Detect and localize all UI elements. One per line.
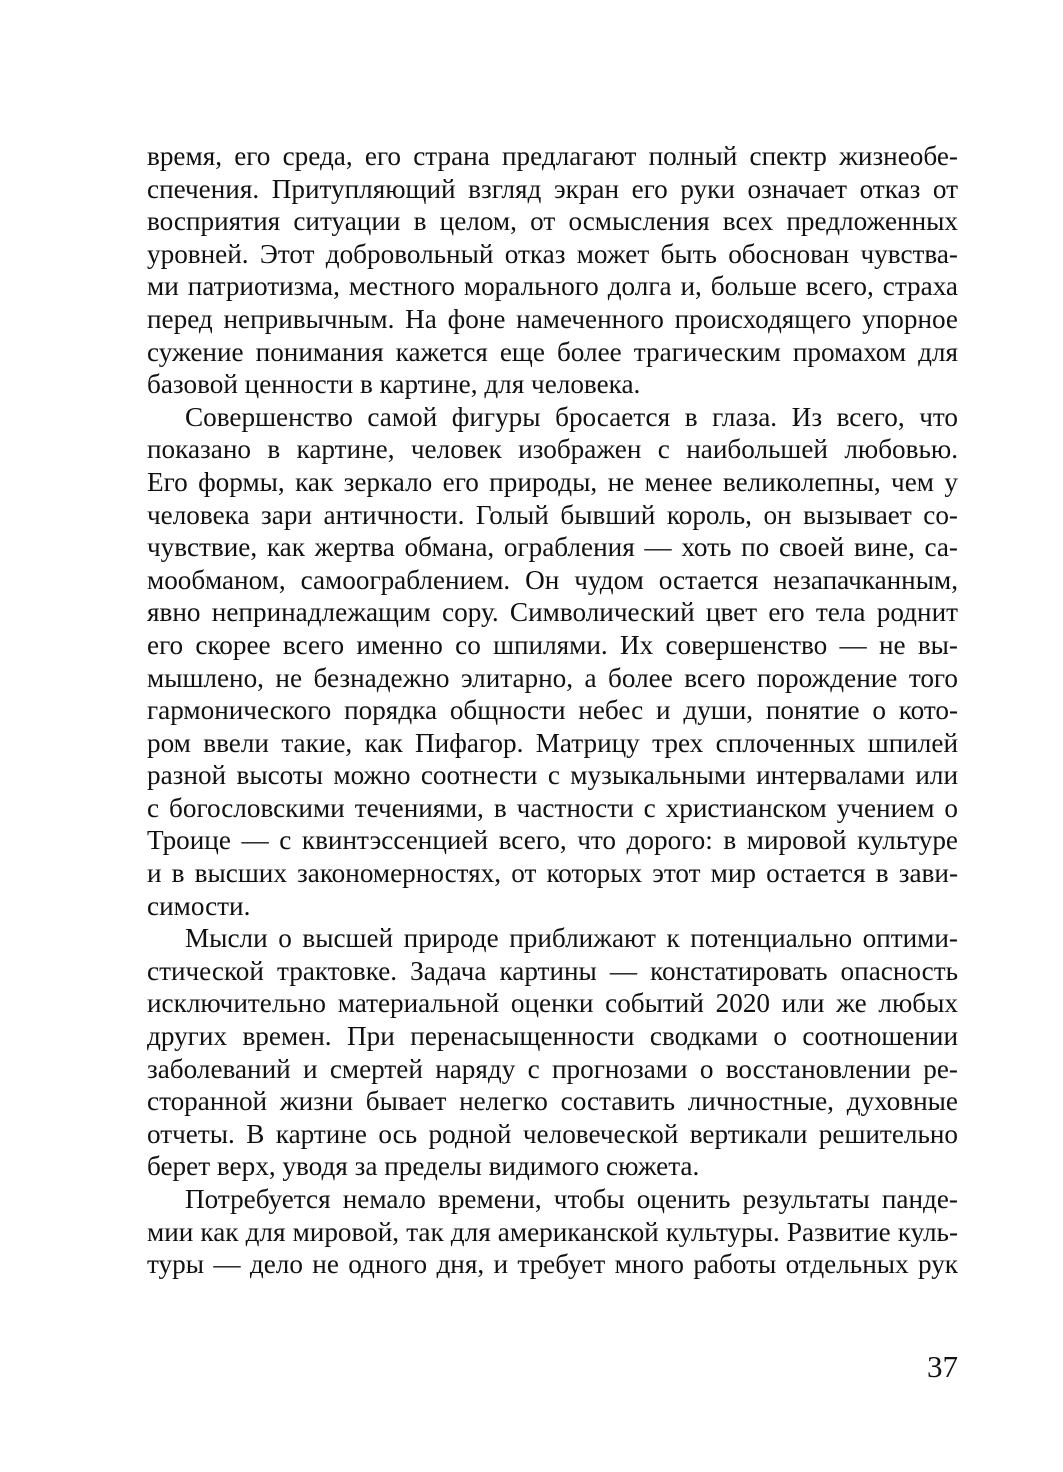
text-line: показано в картине, человек изображен с наибольшей любовью. xyxy=(147,434,958,465)
text-line: ми патриотизма, местного морального долга и, больше всего, страха xyxy=(147,271,958,302)
text-line: Мысли о высшей природе приближают к потенциально оптими- xyxy=(185,923,958,954)
text-line: мии как для мировой, так для американской культуры. Развитие куль- xyxy=(147,1216,958,1247)
text-line: уровней. Этот добровольный отказ может быть обоснован чувства- xyxy=(147,238,958,269)
page-number: 37 xyxy=(927,1349,958,1384)
text-line: с богословскими течениями, в частности с христианском учением о xyxy=(147,792,958,823)
text-line: разной высоты можно соотнести с музыкальными интервалами или xyxy=(147,760,958,791)
text-line: заболеваний и смертей наряду с прогнозами о восстановлении ре- xyxy=(147,1053,958,1084)
text-line: мообманом, самоограблением. Он чудом остается незапачканным, xyxy=(147,564,958,595)
text-line: спечения. Притупляющий взгляд экран его руки означает отказ от xyxy=(147,173,958,204)
text-line: время, его среда, его страна предлагают полный спектр жизнеобе- xyxy=(147,141,958,171)
text-line: чувствие, как жертва обмана, ограбления — хоть по своей вине, са- xyxy=(147,532,958,563)
text-line: базовой ценности в картине, для человека. xyxy=(147,369,641,400)
text-line: берет верх, уводя за пределы видимого сюжета. xyxy=(147,1151,700,1182)
text-line: симости. xyxy=(147,890,251,921)
text-line: и в высших закономерностях, от которых этот мир остается в зави- xyxy=(147,858,958,889)
text-line: туры — дело не одного дня, и требует много работы отдельных рук xyxy=(147,1249,958,1280)
text-line: других времен. При перенасыщенности сводками о соотношении xyxy=(147,1021,958,1052)
page-body xyxy=(147,140,958,1281)
text-line: Совершенство самой фигуры бросается в глаза. Из всего, что xyxy=(185,401,958,432)
text-line: Его формы, как зеркало его природы, не менее великолепны, чем у xyxy=(147,466,958,497)
text-line: стической трактовке. Задача картины — констатировать опасность xyxy=(147,955,958,986)
text-line: сторанной жизни бывает нелегко составить личностные, духовные xyxy=(147,1086,958,1117)
paragraph-1 xyxy=(147,140,958,401)
text-line: ром ввели такие, как Пифагор. Матрицу трех сплоченных шпилей xyxy=(147,727,958,758)
text-line: гармонического порядка общности небес и души, понятие о кото- xyxy=(147,695,958,726)
text-line: человека зари античности. Голый бывший король, он вызывает со- xyxy=(147,499,958,530)
text-line: Троице — с квинтэссенцией всего, что дорого: в мировой культуре xyxy=(147,825,958,856)
text-line: Потребуется немало времени, чтобы оценить результаты панде- xyxy=(185,1184,958,1214)
text-line: мышлено, не безнадежно элитарно, а более всего порождение того xyxy=(147,662,958,693)
text-line: явно непринадлежащим сору. Символический цвет его тела роднит xyxy=(147,597,958,628)
text-line: сужение понимания кажется еще более трагическим промахом для xyxy=(147,336,958,367)
text-line: восприятия ситуации в целом, от осмысления всех предложенных xyxy=(147,206,958,237)
text-line: его скорее всего именно со шпилями. Их совершенство — не вы- xyxy=(147,629,958,660)
paragraph-4 xyxy=(147,1183,958,1281)
text-line: перед непривычным. На фоне намеченного происходящего упорное xyxy=(147,303,958,334)
paragraph-2 xyxy=(147,401,958,923)
text-line: отчеты. В картине ось родной человеческой вертикали решительно xyxy=(147,1118,958,1149)
text-line: исключительно материальной оценки событий 2020 или же любых xyxy=(147,988,958,1019)
paragraph-3 xyxy=(147,922,958,1183)
